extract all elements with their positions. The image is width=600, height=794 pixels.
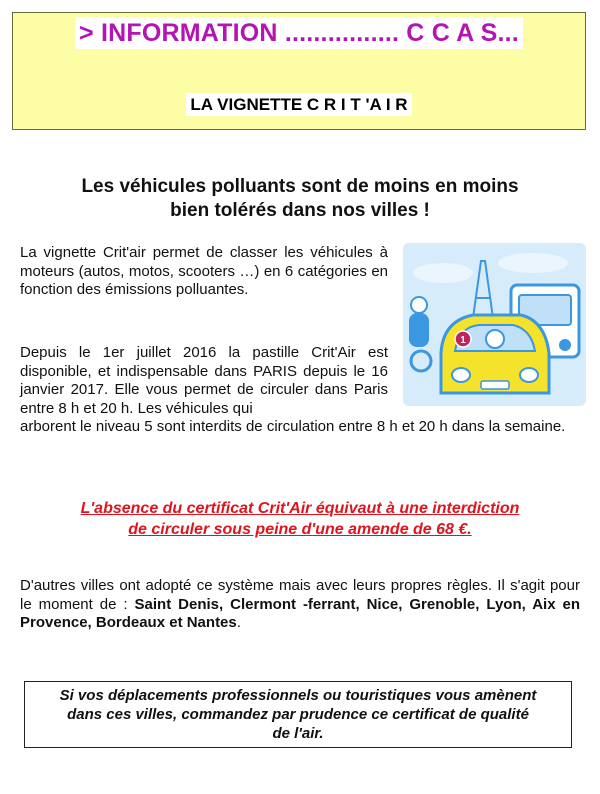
page-subtitle-text: LA VIGNETTE C R I T 'A I R bbox=[186, 93, 411, 116]
advice-line-2: dans ces villes, commandez par prudence ce certificat de qualité bbox=[67, 706, 529, 723]
paragraph-paris: Depuis le 1er juillet 2016 la pastille Crit'Air est disponible, et indispensable dans PARIS depuis le 16 janvier 2017. Elle vous permet de circuler dans Paris entre 8 h et 20 h. Les véhicules qui bbox=[20, 344, 388, 417]
car-sticker-illustration-icon bbox=[403, 243, 586, 406]
page-title-text: > INFORMATION ................ C C A S... bbox=[75, 17, 523, 49]
advice-line-3: de l'air. bbox=[272, 725, 324, 742]
page-title bbox=[13, 19, 585, 48]
advice-box bbox=[24, 681, 572, 748]
critair-illustration bbox=[403, 243, 586, 406]
advice-line-1: Si vos déplacements professionnels ou touristiques vous amènent bbox=[59, 687, 537, 704]
header-box bbox=[12, 12, 586, 130]
other-cities-intro: D'autres villes ont adopté ce système mais avec leurs propres règles. Il s'agit pour le moment de : bbox=[20, 577, 580, 613]
headline-line-1: Les véhicules polluants sont de moins en moins bbox=[81, 176, 519, 197]
headline-line-2: bien tolérés dans nos villes ! bbox=[170, 200, 430, 221]
sticker-number: 1 bbox=[460, 335, 466, 346]
city-list: Saint Denis, Clermont -ferrant, Nice, Grenoble, Lyon, Aix en Provence, Bordeaux et Nantes bbox=[20, 595, 580, 631]
paragraph-other-cities bbox=[20, 577, 580, 633]
other-cities-end: . bbox=[236, 614, 241, 631]
fine-warning-line-2: de circuler sous peine d'une amende de 68 €. bbox=[128, 521, 472, 538]
paragraph-paris-continued: arborent le niveau 5 sont interdits de circulation entre 8 h et 20 h dans la semaine. bbox=[20, 418, 566, 435]
fine-warning-line-1: L'absence du certificat Crit'Air équivaut à une interdiction bbox=[80, 500, 520, 517]
paragraph-intro: La vignette Crit'air permet de classer les véhicules à moteurs (autos, motos, scooters …) en 6 catégories en fonction des émissions polluantes. bbox=[20, 244, 388, 298]
page-subtitle bbox=[13, 95, 585, 115]
fine-warning bbox=[20, 498, 580, 540]
headline bbox=[20, 175, 580, 223]
